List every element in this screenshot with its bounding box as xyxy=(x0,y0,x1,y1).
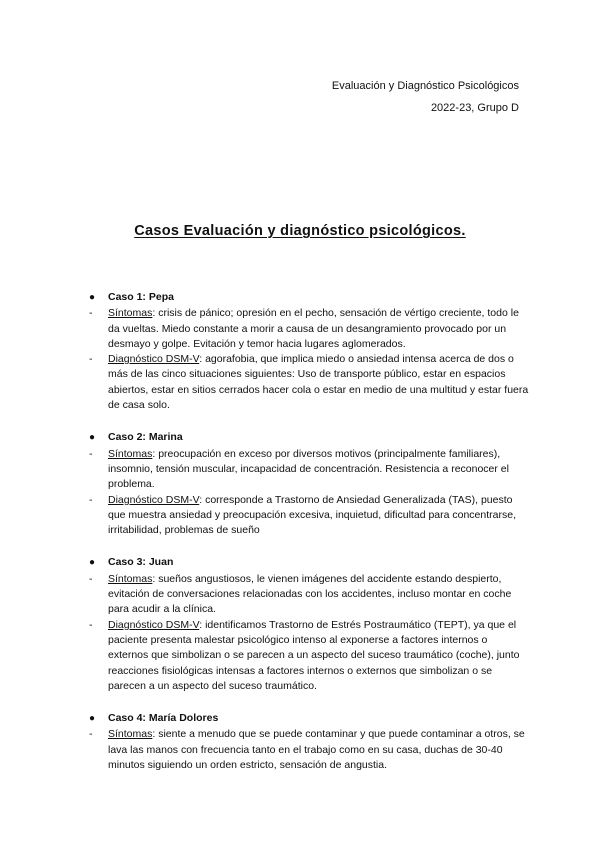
sintomas-item xyxy=(89,447,529,493)
case-heading xyxy=(89,290,529,305)
dash-icon: - xyxy=(89,618,93,631)
diagnostico-item xyxy=(89,493,529,539)
sintomas-label: Síntomas xyxy=(108,447,153,460)
dash-icon: - xyxy=(89,728,93,741)
page-title-text: Casos Evaluación y diagnóstico psicológicos. xyxy=(134,223,466,239)
case-2 xyxy=(89,430,529,538)
diagnostico-item xyxy=(89,352,529,413)
dash-icon: - xyxy=(89,447,93,460)
case-heading xyxy=(89,711,529,726)
dash-icon: - xyxy=(89,493,93,506)
case-3 xyxy=(89,555,529,694)
case-heading xyxy=(89,555,529,570)
dash-icon: - xyxy=(89,353,93,366)
sintomas-label: Síntomas xyxy=(108,728,153,741)
sintomas-label: Síntomas xyxy=(108,572,153,585)
course-group: 2022-23, Grupo D xyxy=(430,102,519,114)
case-4 xyxy=(89,711,529,773)
bullet-icon: ● xyxy=(89,432,96,444)
sintomas-label: Síntomas xyxy=(108,307,153,320)
cases-list xyxy=(89,290,529,790)
diagnostico-text: : agorafobia, que implica miedo o ansiedad intensa acerca de dos o más de las cinco situaciones siguientes: Uso de transporte público, estar en espacios abiertos, estar en sitios cerrados hacer cola o estar en medio de una multitud y estar fuera de casa solo. xyxy=(108,353,529,412)
bullet-icon: ● xyxy=(89,557,96,569)
dash-icon: - xyxy=(89,572,93,585)
diagnostico-text: : identificamos Trastorno de Estrés Postraumático (TEPT), ya que el paciente presenta malestar psicológico intenso al exponerse a factores internos o externos que simbolizan o se parecen a un aspecto del suceso traumático (coche), junto reacciones fisiológicas intensas a factores internos o externos que simbolizan o se parecen a un aspecto del suceso traumático. xyxy=(108,618,520,692)
bullet-icon: ● xyxy=(89,713,96,725)
case-heading-text: Caso 1: Pepa xyxy=(108,291,174,303)
sintomas-text: : sueños angustiosos, le vienen imágenes del accidente estando despierto, evitación de conversaciones relacionadas con los accidentes, incluso montar en coche para acudir a la clínica. xyxy=(108,572,512,616)
case-1 xyxy=(89,290,529,413)
sintomas-item xyxy=(89,572,529,618)
bullet-icon: ● xyxy=(89,292,96,303)
sintomas-item xyxy=(89,306,529,352)
diagnostico-label: Diagnóstico DSM-V xyxy=(108,618,200,631)
case-heading xyxy=(89,430,529,445)
sintomas-text: : preocupación en exceso por diversos motivos (principalmente familiares), insomnio, tensión muscular, incapacidad de concentración. Resistencia a reconocer el problema. xyxy=(108,447,509,491)
page-title xyxy=(0,223,600,239)
dash-icon: - xyxy=(89,307,93,320)
case-heading-text: Caso 4: María Dolores xyxy=(108,712,219,725)
sintomas-text: : crisis de pánico; opresión en el pecho, sensación de vértigo creciente, todo le da vueltas. Miedo constante a morir a causa de un desangramiento provocado por un desmayo y golpe. Evitación y temor hacia lugares aglomerados. xyxy=(108,307,519,350)
sintomas-text: : siente a menudo que se puede contaminar y que puede contaminar a otros, se lava las manos con frecuencia tanto en el trabajo como en su casa, duchas de 30-40 minutos siguiendo un orden estricto, sensación de angustia. xyxy=(108,728,525,772)
diagnostico-label: Diagnóstico DSM-V xyxy=(108,353,200,366)
sintomas-item xyxy=(89,727,529,773)
document-header xyxy=(332,80,519,115)
case-heading-text: Caso 3: Juan xyxy=(108,556,174,569)
diagnostico-label: Diagnóstico DSM-V xyxy=(108,493,200,506)
case-heading-text: Caso 2: Marina xyxy=(108,431,183,444)
diagnostico-item xyxy=(89,618,529,694)
diagnostico-text: : corresponde a Trastorno de Ansiedad Generalizada (TAS), puesto que muestra ansiedad y preocupación excesiva, inquietud, dificultad para concentrarse, irritabilidad, problemas de sueño xyxy=(108,493,516,537)
course-name: Evaluación y Diagnóstico Psicológicos xyxy=(331,80,519,92)
